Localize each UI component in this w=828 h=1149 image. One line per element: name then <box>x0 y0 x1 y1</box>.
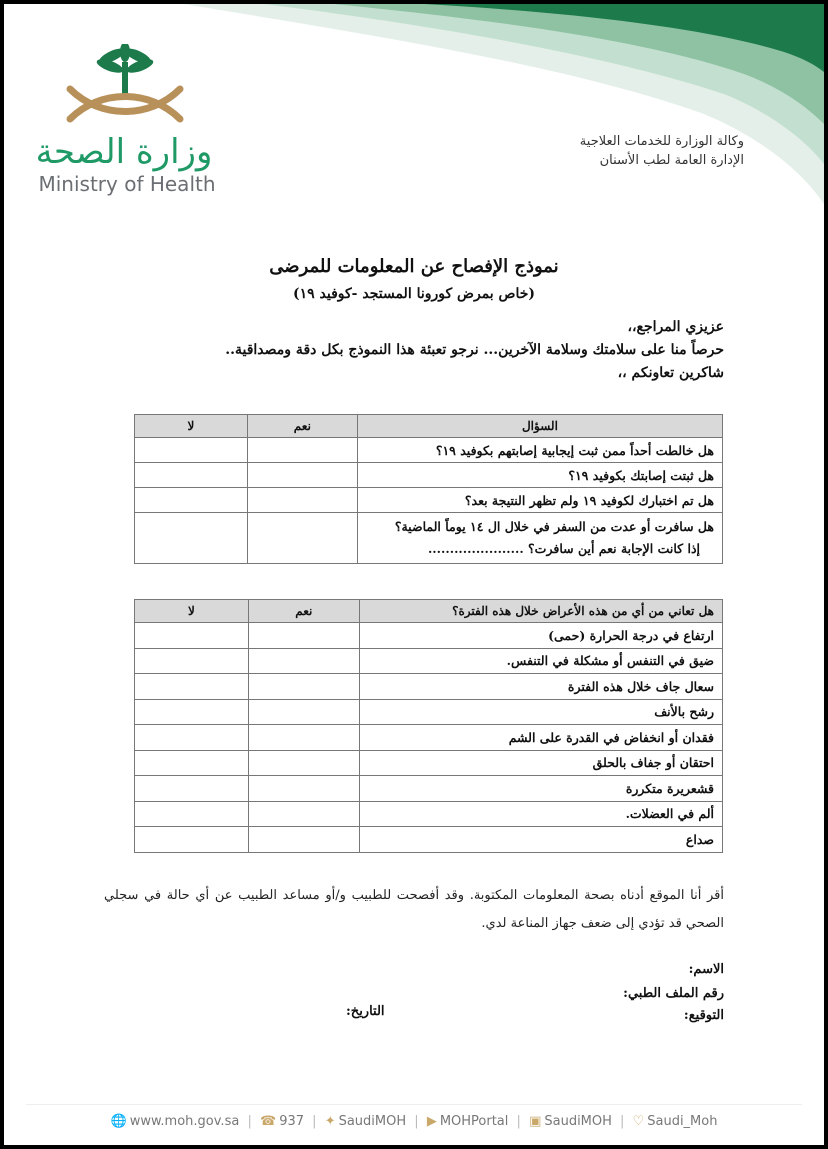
no-answer-cell[interactable] <box>135 513 248 564</box>
question-cell: هل خالطت أحداً ممن ثبت إيجابية إصابتهم بكوفيد ١٩؟ <box>357 438 722 463</box>
exposure-questions-table <box>134 414 723 564</box>
table-row <box>135 513 723 564</box>
globe-icon: 🌐 <box>110 1114 127 1129</box>
medical-file-label: رقم الملف الطبي: <box>623 986 724 1001</box>
instagram-handle[interactable]: SaudiMOH <box>544 1114 612 1129</box>
divider: | <box>620 1114 625 1129</box>
youtube-icon: ▶ <box>426 1114 437 1129</box>
symptom-cell: قشعريرة متكررة <box>359 776 722 802</box>
logo-arabic-text: وزارة الصحة <box>35 132 213 172</box>
yes-answer-cell[interactable] <box>248 801 359 827</box>
table-row <box>135 827 723 853</box>
column-header-question: السؤال <box>357 415 722 438</box>
no-answer-cell[interactable] <box>135 623 249 649</box>
table-row <box>135 488 723 513</box>
symptom-cell: ألم في العضلات. <box>359 801 722 827</box>
website-link[interactable]: www.moh.gov.sa <box>129 1114 240 1129</box>
symptom-cell: سعال جاف خلال هذه الفترة <box>359 674 722 700</box>
snapchat-handle[interactable]: Saudi_Moh <box>647 1114 718 1129</box>
date-label: التاريخ: <box>346 1004 385 1019</box>
yes-answer-cell[interactable] <box>247 438 357 463</box>
twitter-icon: ✦ <box>324 1114 336 1129</box>
agency-line-1: وكالة الوزارة للخدمات العلاجية <box>579 134 744 149</box>
no-answer-cell[interactable] <box>135 699 249 725</box>
no-answer-cell[interactable] <box>135 801 249 827</box>
divider: | <box>516 1114 521 1129</box>
table-row <box>135 750 723 776</box>
agency-line-2: الإدارة العامة لطب الأسنان <box>599 153 744 168</box>
footer-contacts <box>4 1114 824 1129</box>
question-cell <box>357 513 722 564</box>
table-row <box>135 725 723 751</box>
document-page <box>4 4 824 1145</box>
symptom-cell: فقدان أو انخفاض في القدرة على الشم <box>359 725 722 751</box>
column-header-symptoms-question: هل تعاني من أي من هذه الأعراض خلال هذه الفترة؟ <box>359 600 722 623</box>
form-title: نموذج الإفصاح عن المعلومات للمرضى <box>269 256 559 277</box>
yes-answer-cell[interactable] <box>248 750 359 776</box>
signature-label: التوقيع: <box>683 1008 724 1023</box>
youtube-handle[interactable]: MOHPortal <box>439 1114 509 1129</box>
twitter-handle[interactable]: SaudiMOH <box>338 1114 407 1129</box>
palm-swords-emblem-icon <box>60 44 190 124</box>
form-subtitle: (خاص بمرض كورونا المستجد -كوفيد ١٩) <box>292 286 536 302</box>
table-row <box>135 623 723 649</box>
snapchat-icon: ♡ <box>632 1114 645 1129</box>
instagram-icon: ▣ <box>529 1114 542 1129</box>
question-cell: هل ثبتت إصابتك بكوفيد ١٩؟ <box>357 463 722 488</box>
table-row <box>135 801 723 827</box>
table-row <box>135 776 723 802</box>
yes-answer-cell[interactable] <box>248 827 359 853</box>
divider: | <box>312 1114 317 1129</box>
no-answer-cell[interactable] <box>135 438 248 463</box>
table-row <box>135 674 723 700</box>
travel-followup-question: إذا كانت الإجابة نعم أين سافرت؟ ...................... <box>427 541 700 556</box>
table-row <box>135 463 723 488</box>
table-header-row <box>135 600 723 623</box>
phone-icon: ☎ <box>259 1114 277 1129</box>
ministry-logo <box>34 44 224 204</box>
greeting-line-3: شاكرين تعاونكم ،، <box>617 365 724 381</box>
no-answer-cell[interactable] <box>135 827 249 853</box>
symptom-cell: ارتفاع في درجة الحرارة (حمى) <box>359 623 722 649</box>
no-answer-cell[interactable] <box>135 648 249 674</box>
greeting-line-1: عزيزي المراجع،، <box>627 319 724 335</box>
travel-question: هل سافرت أو عدت من السفر في خلال ال ١٤ يوماً الماضية؟ <box>394 519 714 534</box>
symptom-cell: صداع <box>359 827 722 853</box>
yes-answer-cell[interactable] <box>247 513 357 564</box>
symptoms-table <box>134 599 723 853</box>
question-cell: هل تم اختبارك لكوفيد ١٩ ولم تظهر النتيجة بعد؟ <box>357 488 722 513</box>
name-label: الاسم: <box>688 962 724 977</box>
logo-english-text: Ministry of Health <box>38 172 216 196</box>
yes-answer-cell[interactable] <box>248 674 359 700</box>
column-header-yes: نعم <box>247 415 357 438</box>
column-header-yes: نعم <box>248 600 359 623</box>
phone-number[interactable]: 937 <box>279 1114 305 1129</box>
no-answer-cell[interactable] <box>135 674 249 700</box>
greeting-line-2: حرصاً منا على سلامتك وسلامة الآخرين... نرجو تعبئة هذا النموذج بكل دقة ومصداقية.. <box>225 342 724 358</box>
column-header-no: لا <box>135 415 248 438</box>
agency-block <box>580 132 744 170</box>
no-answer-cell[interactable] <box>135 750 249 776</box>
symptom-cell: احتقان أو جفاف بالحلق <box>359 750 722 776</box>
no-answer-cell[interactable] <box>135 488 248 513</box>
yes-answer-cell[interactable] <box>248 725 359 751</box>
greeting-block <box>225 316 724 385</box>
yes-answer-cell[interactable] <box>248 776 359 802</box>
yes-answer-cell[interactable] <box>247 463 357 488</box>
divider: | <box>414 1114 419 1129</box>
table-row <box>135 648 723 674</box>
divider: | <box>247 1114 252 1129</box>
symptom-cell: ضيق في التنفس أو مشكلة في التنفس. <box>359 648 722 674</box>
no-answer-cell[interactable] <box>135 725 249 751</box>
no-answer-cell[interactable] <box>135 463 248 488</box>
table-header-row <box>135 415 723 438</box>
no-answer-cell[interactable] <box>135 776 249 802</box>
table-row <box>135 438 723 463</box>
yes-answer-cell[interactable] <box>248 648 359 674</box>
yes-answer-cell[interactable] <box>247 488 357 513</box>
symptom-cell: رشح بالأنف <box>359 699 722 725</box>
declaration-text: أقر أنا الموقع أدناه بصحة المعلومات المكتوبة. وقد أفصحت للطبيب و/أو مساعد الطبيب عن أي حالة في سجلي الصحي قد تؤدي إلى ضعف جهاز المناعة لدي. <box>104 888 724 931</box>
footer-divider <box>26 1104 802 1105</box>
column-header-no: لا <box>135 600 249 623</box>
yes-answer-cell[interactable] <box>248 699 359 725</box>
yes-answer-cell[interactable] <box>248 623 359 649</box>
table-row <box>135 699 723 725</box>
